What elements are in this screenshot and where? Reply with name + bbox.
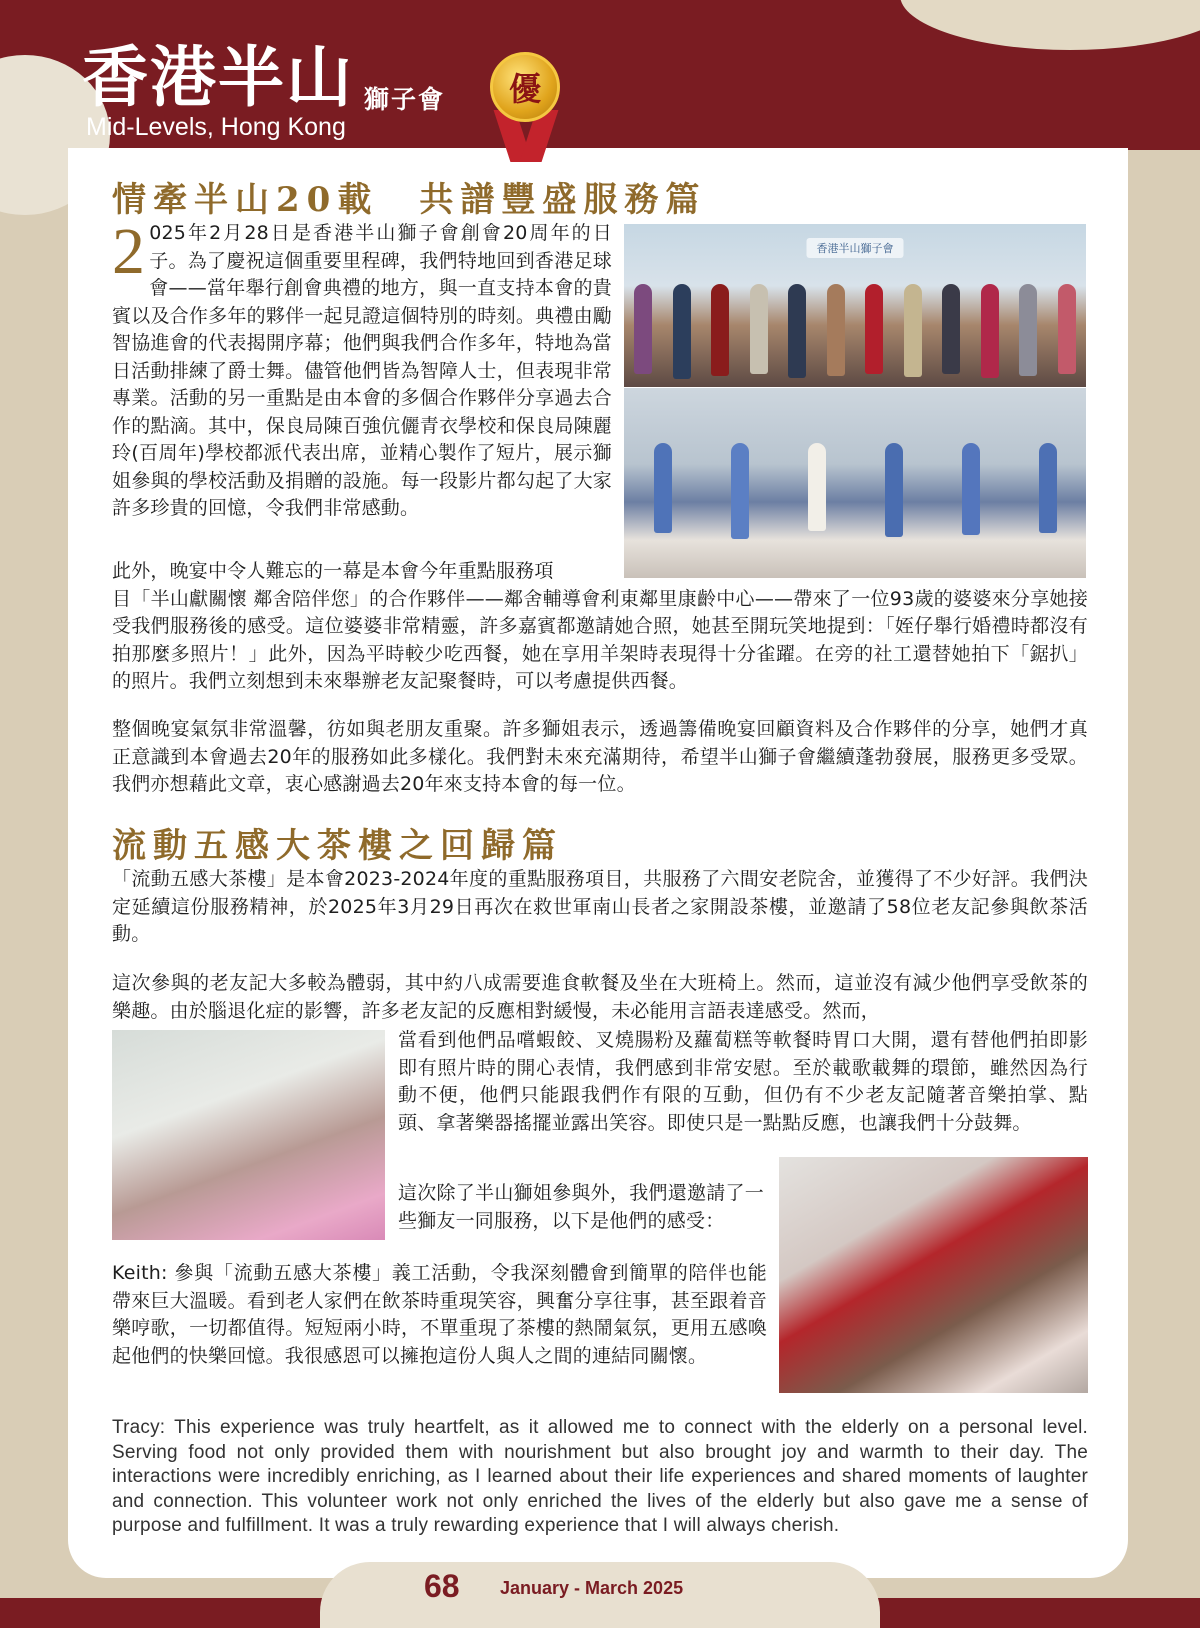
issue-date: January - March 2025 <box>500 1578 684 1598</box>
article-1-title: 情牽半山20載 共譜豐盛服務篇 <box>112 180 707 220</box>
volunteer-with-elder-photo <box>779 1157 1088 1393</box>
excellence-medal-icon <box>490 52 560 122</box>
article-1-paragraph-2-lead: 此外，晚宴中令人難忘的一幕是本會今年重點服務項 <box>112 560 554 582</box>
medal-character: 優 <box>508 70 541 108</box>
article-1-paragraph-1 <box>112 215 612 545</box>
article-2-paragraph-4: 這次除了半山獅姐參與外，我們還邀請了一些獅友一同服務，以下是他們的感受： <box>398 1182 764 1232</box>
anniversary-group-photo <box>624 224 1086 387</box>
volunteer-serving-elderly-photo <box>112 1030 385 1240</box>
article-1-paragraph-1-text: 025年2月28日是香港半山獅子會創會20周年的日子。為了慶祝這個重要里程碑，我們特地回到香港足球會——當年舉行創會典禮的地方，與一直支持本會的貴賓以及合作多年的夥伴一起見證這個特別的時刻。典禮由勵智協進會的代表揭開序幕；他們與我們合作多年，特地為當日活動排練了爵士舞。儘管他們皆為智障人士，但表現非常專業。活動的另一重點是由本會的多個合作夥伴分享過去合作的點滴。其中，保良局陳百強伉儷青衣學校和保良局陳麗玲(百周年)學校都派代表出席，並精心製作了短片，展示獅姐參與的學校活動及捐贈的設施。每一段影片都勾起了大家許多珍貴的回憶，令我們非常感動。 <box>112 222 612 519</box>
photo-people-row <box>624 284 1086 379</box>
article-1-paragraph-2-text: 目「半山獻關懷 鄰舍陪伴您」的合作夥伴——鄰舍輔導會利東鄰里康齡中心——帶來了一位93歲的婆婆來分享她接受我們服務後的感受。這位婆婆非常精靈，許多嘉賓都邀請她合照，她甚至開玩笑地提到：「姪仔舉行婚禮時都沒有拍那麼多照片！」此外，因為平時較少吃西餐，她在享用羊架時表現得十分雀躍。在旁的社工還替她拍下「鋸扒」的照片。我們立刻想到未來舉辦老友記聚餐時，可以考慮提供西餐。 <box>112 587 1088 692</box>
club-name-chinese: 香港半山 <box>82 38 354 116</box>
article-2-paragraph-1: 「流動五感大茶樓」是本會2023-2024年度的重點服務項目，共服務了六間安老院舍，並獲得了不少好評。我們決定延續這份服務精神，於2025年3月29日再次在救世軍南山長者之家開設茶樓，並邀請了58位老友記參與飲茶活動。 <box>112 868 1088 945</box>
article-1-paragraph-2 <box>112 558 1088 696</box>
jazz-dance-performance-photo <box>624 388 1086 578</box>
tracy-testimonial: Tracy: This experience was truly heartfelt, as it allowed me to connect with the elderly on a personal level. Serving food not only provided them with nourishment but also brought joy and warmth to their day. The interactions were incredibly enriching, as I learned about their life experiences and shared moments of laughter and connection. This volunteer work not only enriched the lives of the elderly but also gave me a sense of purpose and fulfillment. It was a truly rewarding experience that I will always cherish. <box>112 1417 1088 1536</box>
event-backdrop-banner: 香港半山獅子會 <box>807 238 904 258</box>
club-name-english: Mid-Levels, Hong Kong <box>86 113 346 141</box>
article-2-title: 流動五感大茶樓之回歸篇 <box>112 826 563 866</box>
article-1-paragraph-3: 整個晚宴氣氛非常溫馨，彷如與老朋友重聚。許多獅姐表示，透過籌備晚宴回顧資料及合作夥伴的分享，她們才真正意識到本會過去20年的服務如此多樣化。我們對未來充滿期待，希望半山獅子會繼續蓬勃發展，服務更多受眾。我們亦想藉此文章，衷心感謝過去20年來支持本會的每一位。 <box>112 718 1088 795</box>
drop-cap: 2 <box>112 215 146 288</box>
keith-testimonial: Keith: 參與「流動五感大茶樓」義工活動，令我深刻體會到簡單的陪伴也能帶來巨大溫暖。看到老人家們在飲茶時重現笑容，興奮分享往事，甚至跟着音樂哼歌，一切都值得。短短兩小時，不單重現了茶樓的熱鬧氣氛，更用五感喚起他們的快樂回憶。我很感恩可以擁抱這份人與人之間的連結同關懷。 <box>112 1262 767 1367</box>
photo-people-row <box>624 443 1086 539</box>
header-decor-curve <box>900 0 1200 50</box>
article-2-paragraph-2: 這次參與的老友記大多較為體弱，其中約八成需要進食軟餐及坐在大班椅上。然而，這並沒有減少他們享受飲茶的樂趣。由於腦退化症的影響，許多老友記的反應相對緩慢，未必能用言語表達感受。然而， <box>112 972 1088 1022</box>
article-2-paragraph-3: 當看到他們品嚐蝦餃、叉燒腸粉及蘿蔔糕等軟餐時胃口大開，還有替他們拍即影即有照片時的開心表情，我們感到非常安慰。至於載歌載舞的環節，雖然因為行動不便，他們只能跟我們作有限的互動，但仍有不少老友記隨著音樂拍掌、點頭、拿著樂器搖擺並露出笑容。即使只是一點點反應，也讓我們十分鼓舞。 <box>398 1029 1088 1134</box>
club-name-suffix: 獅子會 <box>364 85 446 114</box>
page-number: 68 <box>424 1568 460 1604</box>
